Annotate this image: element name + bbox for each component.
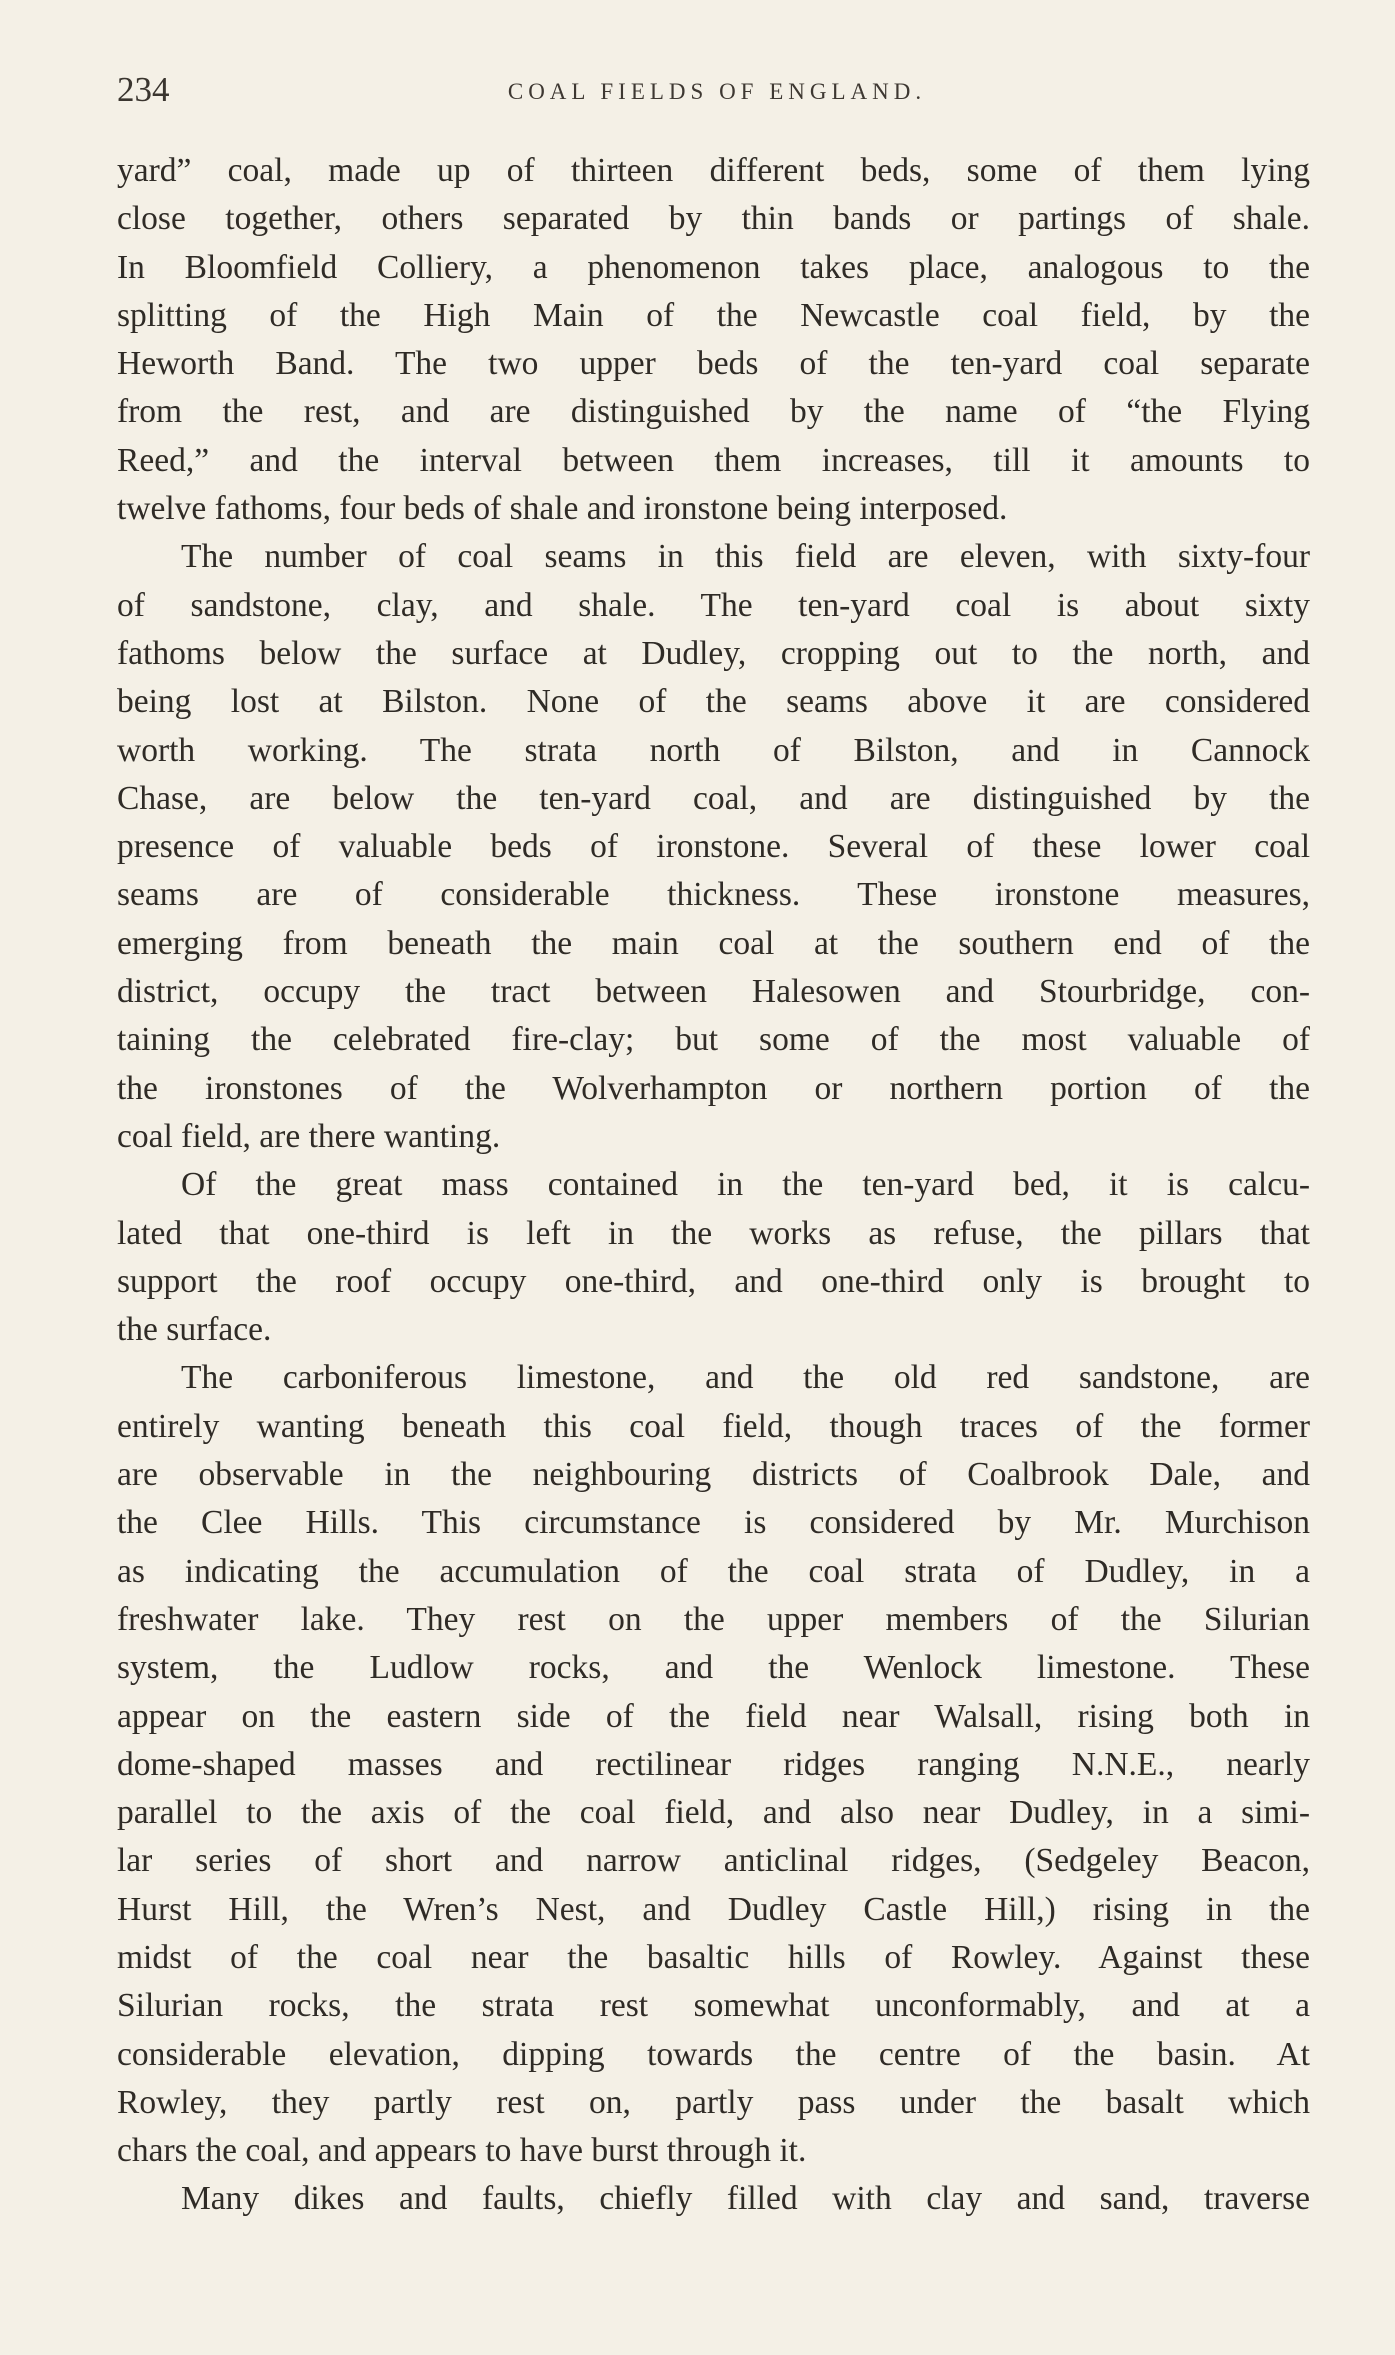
text-line: Heworth Band. The two upper beds of the ten-yard coal separate xyxy=(117,345,1310,383)
text-line: lated that one-third is left in the works as refuse, the pillars that xyxy=(117,1214,1310,1252)
text-line: freshwater lake. They rest on the upper members of the Silurian xyxy=(117,1600,1310,1638)
text-line: dome-shaped masses and rectilinear ridges ranging N.N.E., nearly xyxy=(117,1745,1310,1783)
text-line: twelve fathoms, four beds of shale and ironstone being interposed. xyxy=(117,490,1008,528)
text-line: Hurst Hill, the Wren’s Nest, and Dudley Castle Hill,) rising in the xyxy=(117,1890,1310,1928)
running-title: COAL FIELDS OF ENGLAND. xyxy=(507,79,927,104)
text-line: presence of valuable beds of ironstone. Several of these lower coal xyxy=(117,828,1310,866)
text-line: of sandstone, clay, and shale. The ten-yard coal is about sixty xyxy=(117,586,1310,624)
text-line: parallel to the axis of the coal field, and also near Dudley, in a simi- xyxy=(117,1794,1310,1832)
text-line: lar series of short and narrow anticlinal ridges, (Sedgeley Beacon, xyxy=(117,1842,1310,1880)
text-line: Reed,” and the interval between them increases, till it amounts to xyxy=(117,441,1310,479)
body-text xyxy=(117,147,1310,2224)
text-line: district, occupy the tract between Halesowen and Stourbridge, con- xyxy=(117,973,1310,1011)
text-line: coal field, are there wanting. xyxy=(117,1117,501,1155)
text-line: support the roof occupy one-third, and one-third only is brought to xyxy=(117,1262,1310,1300)
text-line: appear on the eastern side of the field near Walsall, rising both in xyxy=(117,1697,1310,1735)
text-line: seams are of considerable thickness. These ironstone measures, xyxy=(117,876,1310,914)
text-line: The carboniferous limestone, and the old red sandstone, are xyxy=(181,1359,1310,1397)
text-line: being lost at Bilston. None of the seams above it are considered xyxy=(117,683,1310,721)
text-line: considerable elevation, dipping towards the centre of the basin. At xyxy=(117,2035,1310,2073)
text-line: splitting of the High Main of the Newcastle coal field, by the xyxy=(117,296,1310,334)
text-line: as indicating the accumulation of the coal strata of Dudley, in a xyxy=(117,1552,1310,1590)
text-line: chars the coal, and appears to have burst through it. xyxy=(117,2132,807,2170)
page-header xyxy=(117,66,1317,114)
text-line: taining the celebrated fire-clay; but some of the most valuable of xyxy=(117,1021,1310,1059)
text-line: the Clee Hills. This circumstance is considered by Mr. Murchison xyxy=(117,1504,1310,1542)
text-line: yard” coal, made up of thirteen different beds, some of them lying xyxy=(117,152,1310,189)
text-line: are observable in the neighbouring districts of Coalbrook Dale, and xyxy=(117,1456,1310,1494)
text-line: Rowley, they partly rest on, partly pass under the basalt which xyxy=(117,2083,1310,2121)
text-line: entirely wanting beneath this coal field, though traces of the former xyxy=(117,1407,1310,1445)
text-line: the surface. xyxy=(117,1311,272,1349)
text-line: Many dikes and faults, chiefly filled with clay and sand, traverse xyxy=(181,2180,1310,2218)
page-number: 234 xyxy=(117,70,170,109)
text-line: fathoms below the surface at Dudley, cropping out to the north, and xyxy=(117,634,1310,672)
text-line: midst of the coal near the basaltic hills of Rowley. Against these xyxy=(117,1938,1310,1976)
text-line: from the rest, and are distinguished by the name of “the Flying xyxy=(117,393,1310,431)
text-line: Chase, are below the ten-yard coal, and are distinguished by the xyxy=(117,779,1310,817)
text-line: In Bloomfield Colliery, a phenomenon takes place, analogous to the xyxy=(117,248,1310,286)
text-line: close together, others separated by thin bands or partings of shale. xyxy=(117,200,1310,238)
text-line: Silurian rocks, the strata rest somewhat unconformably, and at a xyxy=(117,1987,1310,2025)
text-line: system, the Ludlow rocks, and the Wenlock limestone. These xyxy=(117,1649,1310,1687)
text-line: the ironstones of the Wolverhampton or northern portion of the xyxy=(117,1069,1310,1107)
text-line: worth working. The strata north of Bilston, and in Cannock xyxy=(117,731,1310,769)
text-line: The number of coal seams in this field are eleven, with sixty-four xyxy=(181,538,1310,576)
text-line: Of the great mass contained in the ten-yard bed, it is calcu- xyxy=(181,1166,1310,1204)
text-line: emerging from beneath the main coal at the southern end of the xyxy=(117,924,1310,962)
